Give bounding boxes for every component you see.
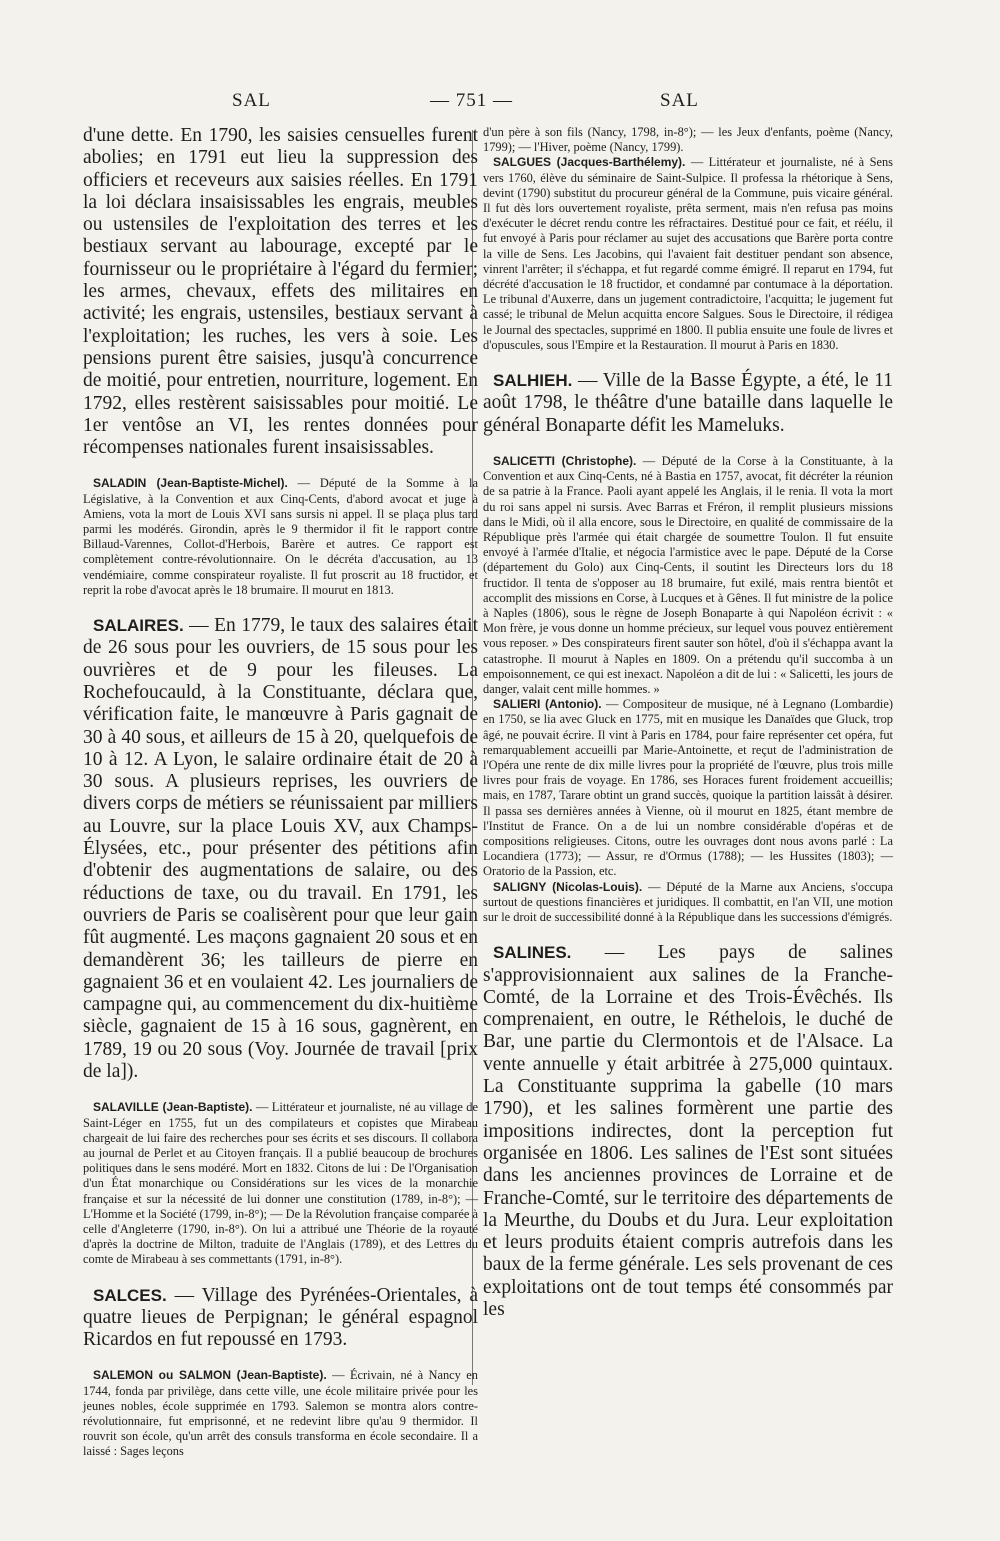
entry-text: — Village des Pyrénées-Orientales, à quatre lieues de Perpignan; le général espagnol Ricardos en fut repoussé en 1793. xyxy=(83,1284,478,1351)
headword: SALINES. xyxy=(493,943,572,963)
headword: SALAVILLE (Jean-Baptiste). xyxy=(93,1100,253,1115)
entry-salieri xyxy=(483,697,893,879)
running-head-left: SAL xyxy=(232,90,271,111)
headword: SALIGNY (Nicolas-Louis). xyxy=(493,879,643,894)
headword: SALHIEH. xyxy=(493,371,573,391)
headword: SALCES. xyxy=(93,1285,167,1305)
entry-text: — Compositeur de musique, né à Legnano (Lombardie) en 1750, se lia avec Gluck en 1775, mit en musique les Danaïdes que Gluck, trop âgé, ne pouvait écrire. Il vint à Paris en 1784, pour faire représenter cet opéra, fut remarquablement accueilli par Marie-Antoinette, et reçut de l'administration de l'Opéra une rente de dix mille livres pour la propriété de l'œuvre, plus trois mille livres pour frais de voyage. En 1786, ses Horaces furent froidement accueillis; mais, en 1787, Tarare obtint un grand succès, quoique la partition laissât à désirer. Il passa ses dernières années à Vienne, où il mourut en 1825, étant membre de l'Institut de France. On a de lui un nombre considérable d'opéras et de compositions religieuses. Citons, outre les ouvrages dont nous avons parlé : La Locandiera (1773); — Assur, re d'Ormus (1788); — les Hussites (1803); — Oratorio de la Passion, etc. xyxy=(483,697,893,879)
left-column xyxy=(83,125,478,1460)
entry-text: — Député de la Somme à la Législative, à la Convention et aux Cinq-Cents, d'abord avocat et juge à Amiens, vota la mort de Louis XVI sans sursis ni appel. Il se plaça plus tard parmi les modérés. Girondin, après le 9 thermidor il fit le rapport contre Billaud-Varennes, Collot-d'Herbois, Barère et autres. Ce rapport est complètement contre-révolutionnaire. On le décréta d'accusation, au 13 vendémiaire, comme conspirateur royaliste. Il fut proscrit au 18 fructidor, et reprit la robe d'avocat après le 18 brumaire. Il mourut en 1813. xyxy=(83,476,478,597)
entry-salicetti xyxy=(483,454,893,697)
entry-text: — En 1779, le taux des salaires était de 26 sous pour les ouvriers, de 15 sous pour les ouvrières et de 9 pour les fileuses. La Rochefoucauld, à la Constituante, déclara que, vérification faite, le manœuvre à Paris gagnait de 30 à 40 sous, et ailleurs de 15 à 20, quelquefois de 10 à 12. A Lyon, le salaire ordinaire était de 20 à 30 sous. A plusieurs reprises, les ouvriers de divers corps de métiers se réunissaient par milliers au Louvre, sur la place Louis XV, aux Champs-Élysées, etc., pour présenter des pétitions afin d'obtenir des augmentations de salaire, ou des réductions de taxe, ou du travail. En 1791, les ouvriers de Paris se coalisèrent pour que leur gain fût augmenté. Les maçons gagnaient 20 sous et en demandèrent 36; les tailleurs de pierre en gagnaient 36 et en voulaient 42. Les journaliers de campagne qui, au commencement du dix-huitième siècle, gagnaient de 15 à 16 sous, gagnèrent, en 1789, 19 ou 20 sous (Voy. Journée de travail [prix de la]). xyxy=(83,615,478,1083)
headword: SALAIRES. xyxy=(93,616,184,636)
entry-saligny xyxy=(483,880,893,926)
entry-salines xyxy=(483,942,893,1321)
headword: SALIERI (Antonio). xyxy=(493,697,602,712)
headword: SALGUES (Jacques-Barthélemy). xyxy=(493,155,686,170)
entry-text: — Les pays de salines s'approvisionnaient aux salines de la Franche-Comté, de la Lorraine et des Trois-Évêchés. Ils comprenaient, en outre, le Réthelois, le duché de Bar, une partie du Clermontois et de l'Alsace. La vente annuelle y était arbitrée à 275,000 quintaux. La Constituante supprima la gabelle (10 mars 1790), et les salines formèrent une partie des impositions indirectes, dont la perception fut organisée en 1806. Les salines de l'Est sont situées dans les anciennes provinces de Lorraine et de Franche-Comté, sur le territoire des départements de la Meurthe, du Doubs et du Jura. Leur exploitation et leurs produits étaient compris autrefois dans les baux de la ferme générale. Les sels provenant de ces exploitations ont de tout temps été consommés par les xyxy=(483,942,893,1320)
entry-salaires xyxy=(83,615,478,1083)
headword: SALEMON ou SALMON (Jean-Baptiste). xyxy=(93,1368,327,1383)
entry-salhieh xyxy=(483,370,893,437)
entry-text: — Député de la Corse à la Constituante, à la Convention et aux Cinq-Cents, né à Bastia en 1757, avocat, fit décréter la réunion de sa patrie à la France. Paoli ayant appelé les Anglais, il le renia. Il vota la mort du roi sans appel ni sursis. Avec Barras et Fréron, il remplit plusieurs missions dans le Midi, où il alla encore, sous le Directoire, en qualité de commissaire de la République près l'armée qui était chargée de soumettre Toulon. Il fut ensuite envoyé à l'armée d'Italie, et négocia l'armistice avec le pape. Député de la Corse (département du Golo) aux Cinq-Cents, il soutint les Directeurs lors du 18 fructidor. Il tenta de s'opposer au 18 brumaire, fut exilé, mais rentra bientôt et accomplit des missions en Corse, à Lucques et à Gênes. Il fut ministre de la police à Naples (1806), sous le règne de Joseph Bonaparte à qui Napoléon écrivit : « Mon frère, je vous donne un homme précieux, sur lequel vous pouvez entièrement vous reposer. » Des conspirateurs firent sauter son hôtel, d'où il s'échappa avant la catastrophe. Il mourut à Naples en 1809. On a prétendu qu'il succomba à un empoisonnement, ce qui est inexact. Napoléon a dit de lui : « Salicetti, les jours de danger, valait cent mille hommes. » xyxy=(483,453,893,696)
entry-continuation: d'une dette. En 1790, les saisies censuelles furent abolies; en 1791 eut lieu la suppression des officiers et receveurs aux saisies réelles. En 1791 la loi déclara insaisissables les engrais, meubles ou ustensiles de l'exploitation des terres et les bestiaux servant au labourage, excepté par le fournisseur ou le propriétaire à l'égard du fermier; les armes, chevaux, effets des militaires en activité; les engrais, ustensiles, bestiaux servant à l'exploitation; les ruches, les vers à soie. Les pensions purent être saisies, jusqu'à concurrence de moitié, pour entretien, nourriture, logement. En 1792, elles restèrent saisissables pour moitié. Le 1er ventôse an VI, les rentes données pour récompenses nationales furent insaisissables. xyxy=(83,125,478,459)
entry-text: — Littérateur et journaliste, né à Sens vers 1760, élève du séminaire de Saint-Sulpice. Il professa la rhétorique à Sens, devint (1790) substitut du procureur général de la Commune, puis vicaire général. Il fut dès lors ouvertement royaliste, prêta serment, mais n'en refusa pas moins d'exécuter le décret rendu contre les réfractaires. Destitué pour ce fait, et réélu, il fut envoyé à Paris pour réclamer au sujet des accusations que Barère porta contre la ville de Sens. Les Jacobins, qui l'avaient fait destituer pendant son absence, vinrent l'arrêter; il s'échappa, et fut regardé comme émigré. Il reparut en 1794, fut décrété d'accusation le 18 fructidor, et condamné par contumace à la déportation. Le tribunal d'Auxerre, dans un jugement contradictoire, l'acquitta; le jugement fut cassé; le tribunal de Melun acquitta encore Salgues. Sous le Directoire, il rédigea le Journal des spectacles, supprimé en 1800. Il publia ensuite une foule de livres et d'opuscules, sous l'Empire et la Restauration. Il mourut à Paris en 1830. xyxy=(483,155,893,352)
page-number: — 751 — xyxy=(430,90,513,111)
headword: SALICETTI (Christophe). xyxy=(493,453,637,468)
entry-text: — Écrivain, né à Nancy en 1744, fonda par privilège, dans cette ville, une école militaire privée pour les jeunes nobles, école supprimée en 1793. Salemon se montra alors contre-révolutionnaire, fut emprisonné, et ne redevint libre qu'au 9 thermidor. Il rouvrit son école, qu'un arrêt des consuls transforma en école secondaire. Il a laissé : Sages leçons xyxy=(83,1368,478,1459)
entry-salgues xyxy=(483,155,893,353)
entry-salemon xyxy=(83,1368,478,1459)
entry-continuation: d'un père à son fils (Nancy, 1798, in-8°); — les Jeux d'enfants, poème (Nancy, 1799); — l'Hiver, poème (Nancy, 1799). xyxy=(483,125,893,155)
headword: SALADIN (Jean-Baptiste-Michel). xyxy=(93,476,288,491)
entry-text: — Ville de la Basse Égypte, a été, le 11 août 1798, le théâtre d'une bataille dans laquelle le général Bonaparte défit les Mameluks. xyxy=(483,370,893,436)
entry-salces xyxy=(83,1285,478,1352)
entry-text: — Littérateur et journaliste, né au village de Saint-Léger en 1755, fut un des compilateurs et copistes que Mirabeau chargeait de lui faire des recherches pour ses écrits et ses discours. Il collabora au journal de Perlet et au Citoyen français. Il a publié beaucoup de brochures politiques dans le sens modéré. Mort en 1832. Citons de lui : De l'Organisation d'un État monarchique ou Considérations sur les vices de la monarchie française et sur la nécessité de lui donner une constitution (1789, in-8°); — L'Homme et la Société (1799, in-8°); — De la Révolution française comparée à celle d'Angleterre (1790, in-8°). On lui a attribué une Théorie de la royauté d'après la doctrine de Milton, traduite de l'Anglais (1789), et des Lettres du comte de Mirabeau à ses commettants (1791, in-8°). xyxy=(83,1100,478,1267)
entry-salaville xyxy=(83,1100,478,1267)
entry-text: — Député de la Marne aux Anciens, s'occupa surtout de questions financières et juridiques. Il combattit, en l'an VII, une motion sur le droit de successibilité donné à la République dans les successions d'émigrés. xyxy=(483,879,893,925)
running-head-right: SAL xyxy=(660,90,699,111)
entry-saladin xyxy=(83,476,478,598)
right-column xyxy=(483,125,893,1321)
